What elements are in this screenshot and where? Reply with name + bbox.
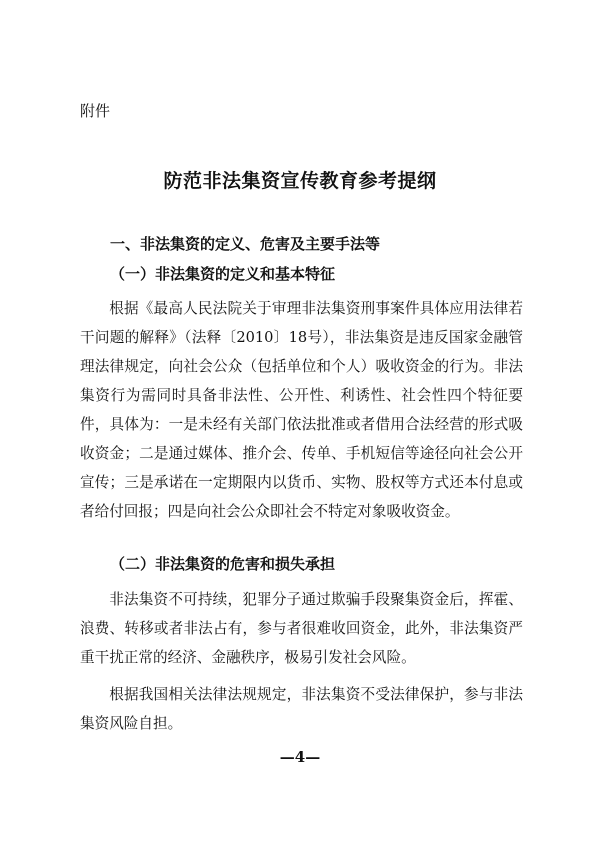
paragraph-definition: 根据《最高人民法院关于审理非法集资刑事案件具体应用法律若干问题的解释》（法释〔2010〕18号），非法集资是违反国家金融管理法律规定，向社会公众（包括单位和个人）吸收资金的行为。非法集资行为需同时具备非法性、公开性、利诱性、社会性四个特征要件，具体为：一是未经有关部门依法批准或者借用合法经营的形式吸收资金；二是通过媒体、推介会、传单、手机短信等途径向社会公开宣传；三是承诺在一定期限内以货币、实物、股权等方式还本付息或者给付回报；四是向社会公众即社会不特定对象吸收资金。: [80, 300, 523, 520]
subsection-heading-harm: （二）非法集资的危害和损失承担: [110, 555, 336, 573]
subsection-heading-definition: （一）非法集资的定义和基本特征: [110, 265, 336, 283]
document-title: 防范非法集资宣传教育参考提纲: [163, 170, 437, 192]
page-number: —4—: [279, 748, 321, 766]
section-heading: 一、非法集资的定义、危害及主要手法等: [110, 235, 381, 253]
paragraph-harm: 非法集资不可持续，犯罪分子通过欺骗手段聚集资金后，挥霍、浪费、转移或者非法占有，参与者很难收回资金，此外，非法集资严重干扰正常的经济、金融秩序，极易引发社会风险。: [80, 591, 523, 666]
attachment-label: 附件: [80, 102, 111, 120]
paragraph-risk: 根据我国相关法律法规规定，非法集资不受法律保护，参与非法集资风险自担。: [80, 686, 523, 732]
